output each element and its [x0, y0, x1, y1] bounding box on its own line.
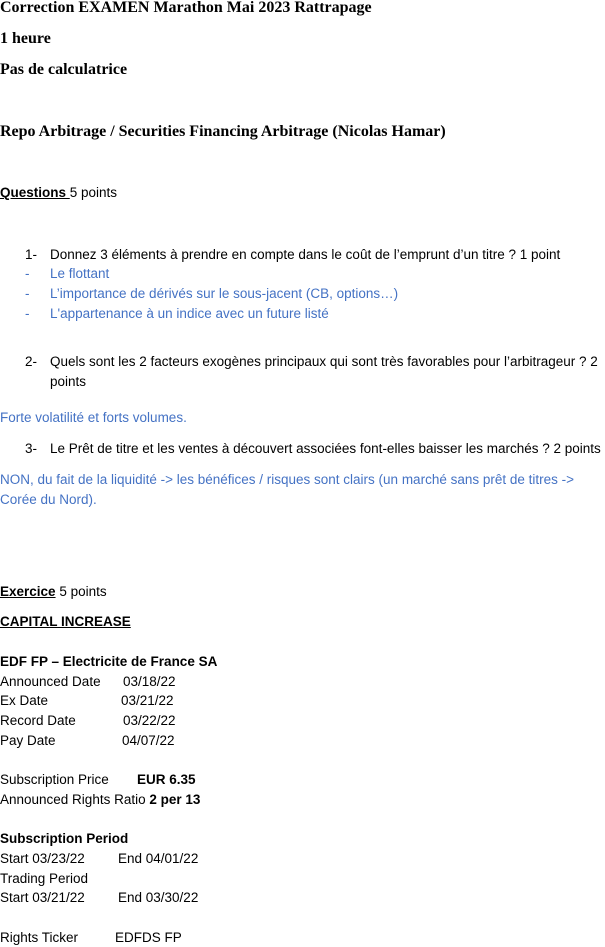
question-2-number: 2- [25, 354, 38, 369]
question-3-number: 3- [25, 441, 38, 456]
date-value: 03/21/22 [121, 693, 174, 708]
bullet: - [25, 306, 30, 321]
date-value: 04/07/22 [122, 733, 175, 748]
exam-duration: 1 heure [0, 30, 51, 47]
subscription-end: End 04/01/22 [118, 851, 199, 866]
exercise-title: CAPITAL INCREASE [0, 614, 131, 629]
date-value: 03/22/22 [123, 713, 176, 728]
subscription-start: Start 03/23/22 [0, 851, 85, 866]
trading-end: End 03/30/22 [118, 890, 199, 905]
calculator-rule: Pas de calculatrice [0, 61, 128, 78]
question-2-answer: Forte volatilité et forts volumes. [0, 410, 187, 425]
question-1-answer-3: L'appartenance à un indice avec un future listé [50, 306, 329, 321]
questions-points: 5 points [69, 185, 118, 200]
questions-heading-line [0, 184, 117, 202]
date-value: 03/18/22 [123, 674, 176, 689]
question-2-text: Quels sont les 2 facteurs exogènes principaux qui sont très favorables pour l’arbitrageur ? 2 [50, 354, 598, 369]
subscription-period-title: Subscription Period [0, 831, 129, 846]
question-2-text-continued: points [50, 374, 87, 389]
question-3-answer-continued: Corée du Nord). [0, 492, 97, 507]
exercise-heading: Exercice [0, 584, 56, 599]
question-1-answer-2: L’importance de dérivés sur le sous-jacent (CB, options…) [50, 286, 399, 301]
trading-start: Start 03/21/22 [0, 890, 85, 905]
question-1-answer-1: Le flottant [50, 266, 110, 281]
question-3-text: Le Prêt de titre et les ventes à découvert associées font-elles baisser les marchés ? 2 points [50, 441, 601, 456]
rights-ticker-value: EDFDS FP [115, 930, 182, 945]
date-label: Ex Date [0, 693, 49, 708]
bullet: - [25, 266, 30, 281]
rights-ratio-value: 2 per 13 [149, 792, 201, 807]
rights-ticker-label: Rights Ticker [0, 930, 79, 945]
document-title: Correction EXAMEN Marathon Mai 2023 Rattrapage [0, 0, 372, 16]
date-label: Record Date [0, 713, 76, 728]
rights-ratio-label: Announced Rights Ratio [0, 792, 150, 807]
question-3-answer: NON, du fait de la liquidité -> les bénéfices / risques sont clairs (un marché sans prêt de titres -> [0, 472, 575, 487]
questions-heading: Questions [0, 185, 70, 200]
bullet: - [25, 286, 30, 301]
subscription-price-value: EUR 6.35 [137, 772, 196, 787]
subscription-price-label: Subscription Price [0, 772, 109, 787]
trading-period-title: Trading Period [0, 871, 89, 886]
course-title: Repo Arbitrage / Securities Financing Arbitrage (Nicolas Hamar) [0, 123, 446, 140]
exercise-heading-line [0, 583, 107, 601]
question-1-number: 1- [25, 247, 38, 262]
question-1-text: Donnez 3 éléments à prendre en compte dans le coût de l’emprunt d’un titre ? 1 point [50, 247, 561, 262]
company-name: EDF FP – Electricite de France SA [0, 654, 218, 669]
rights-ratio-line [0, 791, 200, 809]
exercise-points: 5 points [55, 584, 107, 599]
date-label: Announced Date [0, 674, 101, 689]
date-label: Pay Date [0, 733, 56, 748]
